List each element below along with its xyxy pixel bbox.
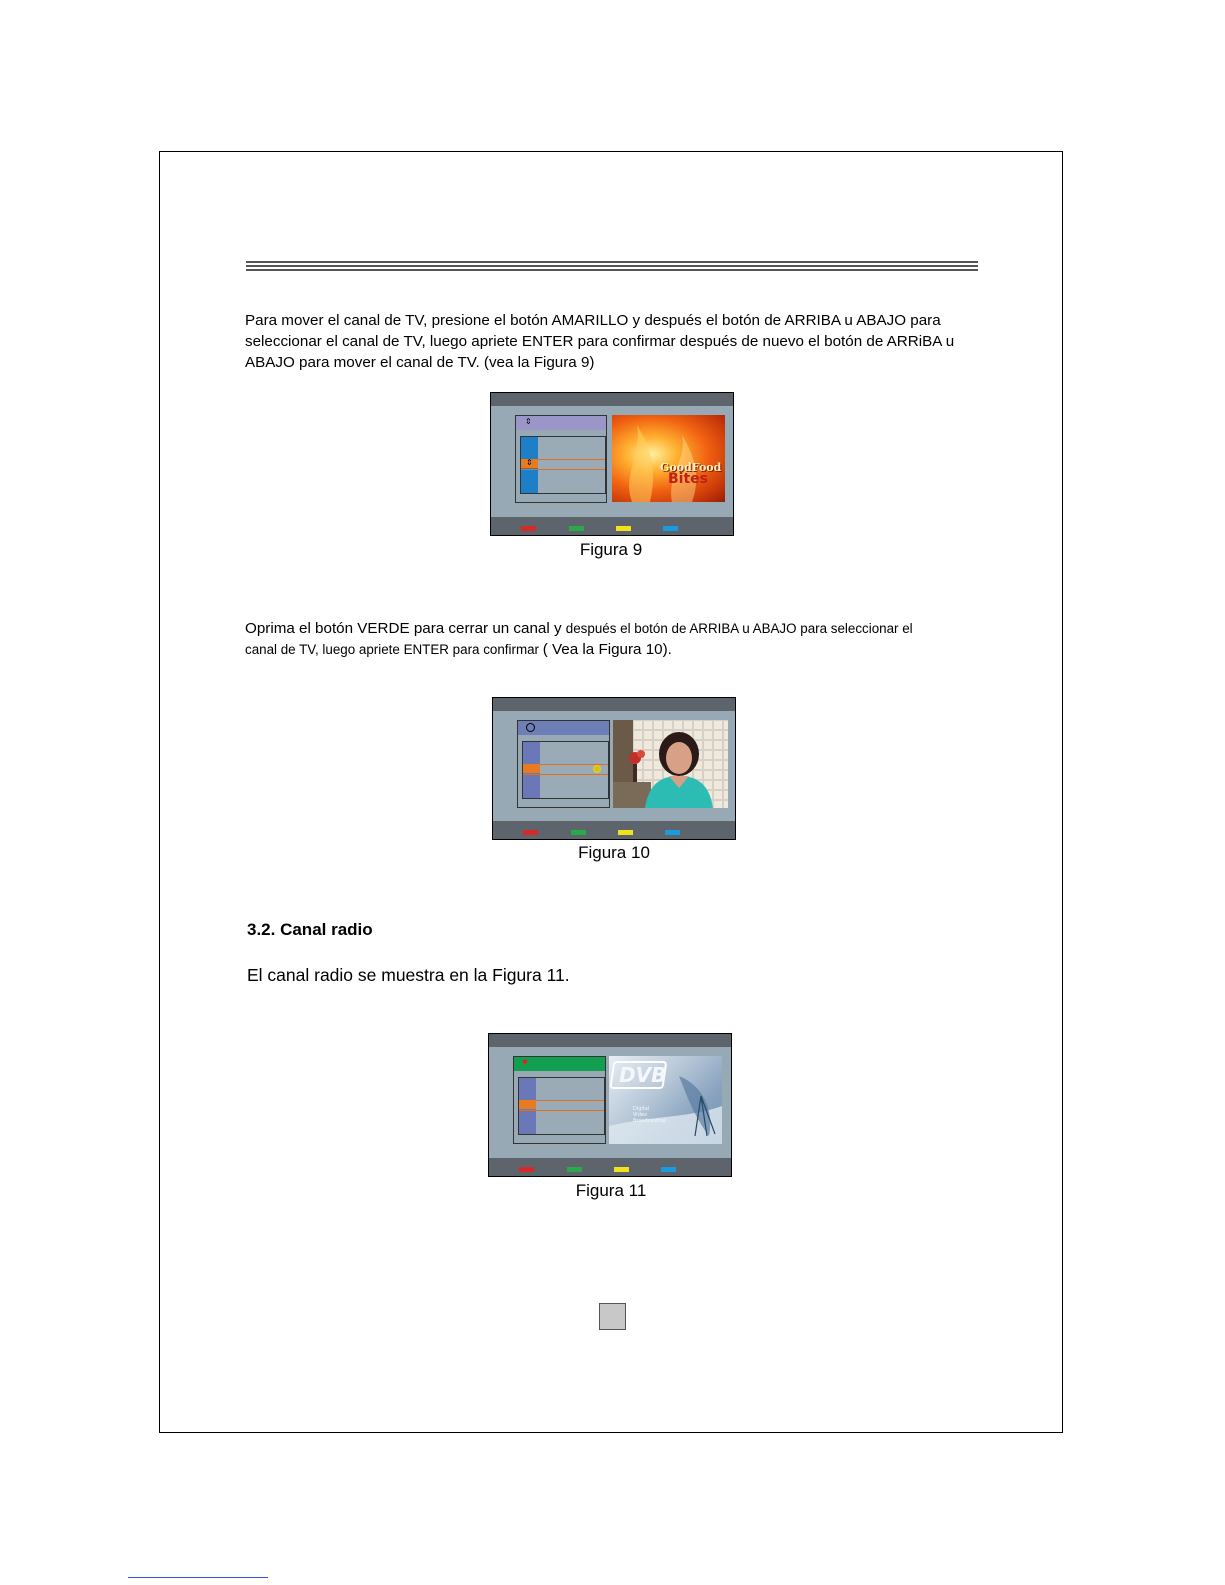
green-key	[571, 830, 586, 835]
screen-bottom-bar	[489, 1158, 731, 1176]
presenter-graphic	[613, 720, 728, 808]
dvb-subtitle	[633, 1106, 666, 1124]
panel-header	[518, 721, 609, 735]
move-arrows-icon: ⇕	[525, 417, 532, 426]
blue-key	[663, 526, 678, 531]
paragraph-move-channel	[245, 310, 985, 373]
dvb-line: Broadcasting	[633, 1118, 666, 1124]
channel-list	[518, 1077, 605, 1135]
figure-caption: Figura 11	[575, 1181, 647, 1200]
blue-key	[665, 830, 680, 835]
yellow-key	[618, 830, 633, 835]
green-key	[567, 1167, 582, 1172]
section-body: El canal radio se muestra en la Figura 11.	[247, 965, 570, 985]
figure-9-screen	[490, 392, 734, 536]
paragraph-lock-channel	[245, 618, 985, 660]
screen-bottom-bar	[491, 517, 733, 535]
channel-panel	[513, 1056, 606, 1144]
section-heading: 3.2. Canal radio	[247, 920, 373, 939]
screen-top-bar	[489, 1034, 731, 1047]
video-preview	[612, 415, 725, 502]
dvb-logo: DVB	[619, 1063, 667, 1087]
text-segment: canal de TV, luego apriete ENTER para confirmar	[245, 642, 543, 657]
channel-panel	[515, 415, 607, 503]
red-key	[523, 830, 538, 835]
text-segment: después el botón de ARRIBA u ABAJO para seleccionar el	[565, 621, 913, 636]
figure-caption: Figura 9	[579, 540, 643, 559]
video-preview	[609, 1056, 722, 1144]
lock-circle-icon	[593, 765, 601, 773]
video-preview	[613, 720, 728, 808]
screen-top-bar	[493, 698, 735, 711]
footer-line	[128, 1577, 268, 1578]
figure-caption: Figura 10	[578, 843, 650, 862]
channel-list	[522, 741, 609, 799]
yellow-key	[616, 526, 631, 531]
screen-top-bar	[491, 393, 733, 406]
text-segment: ( Vea la Figura 10).	[542, 641, 672, 658]
channel-list	[520, 436, 606, 494]
dvb-line: Video	[633, 1112, 648, 1118]
move-arrows-icon: ⇕	[526, 458, 533, 467]
green-key	[569, 526, 584, 531]
figure-11-screen	[488, 1033, 732, 1177]
text-segment: Oprima el botón VERDE para cerrar un canal y	[245, 620, 566, 637]
selected-row-marker	[519, 1100, 536, 1109]
red-key	[521, 526, 536, 531]
lock-circle-icon	[526, 723, 535, 732]
text-line: ABAJO para mover el canal de TV. (vea la Figura 9)	[245, 354, 595, 371]
panel-header	[514, 1057, 605, 1071]
yellow-key	[614, 1167, 629, 1172]
header-rule	[246, 261, 978, 271]
logo-text: GoodFood	[660, 461, 722, 474]
page-number-box	[599, 1303, 626, 1330]
text-line: seleccionar el canal de TV, luego apriete ENTER para confirmar después de nuevo el botón de ARRiBA u	[245, 333, 955, 350]
channel-panel	[517, 720, 610, 808]
figure-10-screen	[492, 697, 736, 840]
selected-row-marker	[523, 764, 540, 773]
heart-icon: ♥	[522, 1057, 528, 1068]
dvb-line: Digital	[633, 1106, 650, 1112]
flame-graphic	[612, 415, 725, 502]
logo-text: Bites	[668, 471, 708, 487]
text-line: Para mover el canal de TV, presione el botón AMARILLO y después el botón de ARRIBA u ABAJO para	[245, 312, 941, 329]
selected-row-marker	[521, 459, 538, 468]
panel-header	[516, 416, 606, 430]
blue-key	[661, 1167, 676, 1172]
red-key	[519, 1167, 534, 1172]
screen-bottom-bar	[493, 821, 735, 839]
